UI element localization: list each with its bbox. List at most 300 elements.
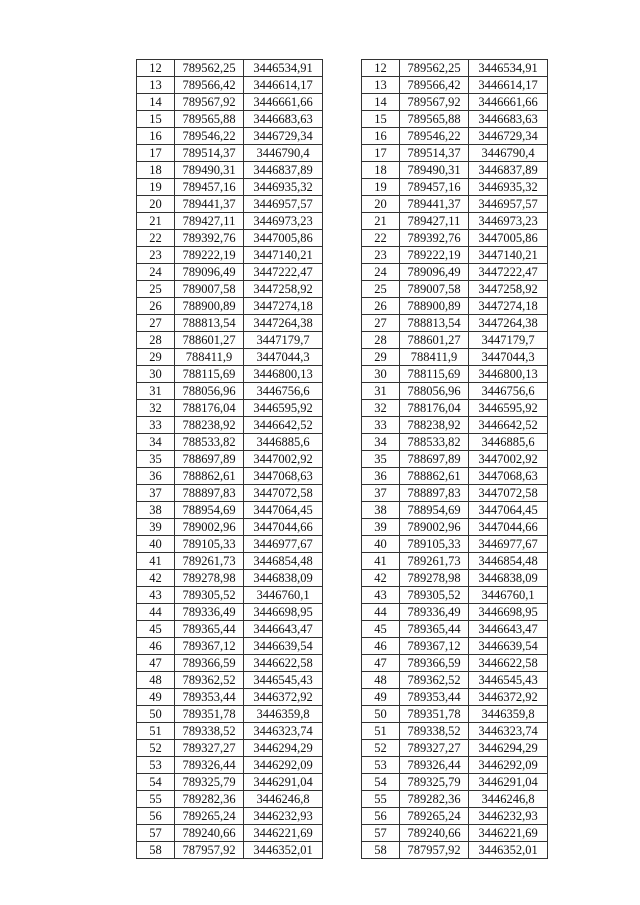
y-coordinate-cell: 3446534,91 <box>469 60 548 77</box>
y-coordinate-cell: 3446352,01 <box>244 842 323 859</box>
table-row <box>137 281 323 298</box>
x-coordinate-cell: 789338,52 <box>175 723 244 740</box>
x-coordinate-cell: 789351,78 <box>400 706 469 723</box>
x-coordinate-cell: 789240,66 <box>400 825 469 842</box>
point-number-cell: 53 <box>362 757 400 774</box>
x-coordinate-cell: 789366,59 <box>175 655 244 672</box>
y-coordinate-cell: 3446246,8 <box>244 791 323 808</box>
y-coordinate-cell: 3447179,7 <box>244 332 323 349</box>
table-row <box>137 808 323 825</box>
table-row <box>137 604 323 621</box>
y-coordinate-cell: 3446973,23 <box>469 213 548 230</box>
x-coordinate-cell: 788533,82 <box>175 434 244 451</box>
y-coordinate-cell: 3446935,32 <box>244 179 323 196</box>
point-number-cell: 13 <box>137 77 175 94</box>
y-coordinate-cell: 3446935,32 <box>469 179 548 196</box>
table-row <box>137 111 323 128</box>
y-coordinate-cell: 3447005,86 <box>469 230 548 247</box>
y-coordinate-cell: 3447258,92 <box>469 281 548 298</box>
x-coordinate-cell: 789336,49 <box>400 604 469 621</box>
x-coordinate-cell: 789457,16 <box>175 179 244 196</box>
coordinate-table-left <box>136 59 323 859</box>
table-row <box>137 519 323 536</box>
point-number-cell: 37 <box>137 485 175 502</box>
y-coordinate-cell: 3447064,45 <box>244 502 323 519</box>
y-coordinate-cell: 3446545,43 <box>469 672 548 689</box>
table-row <box>137 621 323 638</box>
x-coordinate-cell: 788115,69 <box>175 366 244 383</box>
y-coordinate-cell: 3446294,29 <box>244 740 323 757</box>
table-row <box>137 706 323 723</box>
y-coordinate-cell: 3447072,58 <box>469 485 548 502</box>
x-coordinate-cell: 789566,42 <box>400 77 469 94</box>
y-coordinate-cell: 3447068,63 <box>469 468 548 485</box>
point-number-cell: 35 <box>362 451 400 468</box>
point-number-cell: 34 <box>362 434 400 451</box>
x-coordinate-cell: 789490,31 <box>400 162 469 179</box>
x-coordinate-cell: 788238,92 <box>400 417 469 434</box>
point-number-cell: 19 <box>137 179 175 196</box>
y-coordinate-cell: 3446221,69 <box>469 825 548 842</box>
y-coordinate-cell: 3446372,92 <box>469 689 548 706</box>
table-row <box>137 774 323 791</box>
table-row <box>137 162 323 179</box>
y-coordinate-cell: 3447044,3 <box>244 349 323 366</box>
y-coordinate-cell: 3446614,17 <box>244 77 323 94</box>
y-coordinate-cell: 3446698,95 <box>244 604 323 621</box>
x-coordinate-cell: 789546,22 <box>400 128 469 145</box>
point-number-cell: 27 <box>362 315 400 332</box>
table-row <box>137 638 323 655</box>
x-coordinate-cell: 789105,33 <box>400 536 469 553</box>
point-number-cell: 24 <box>362 264 400 281</box>
table-row <box>137 315 323 332</box>
x-coordinate-cell: 789362,52 <box>175 672 244 689</box>
table-row <box>137 502 323 519</box>
table-row <box>137 94 323 111</box>
point-number-cell: 45 <box>362 621 400 638</box>
x-coordinate-cell: 789567,92 <box>400 94 469 111</box>
point-number-cell: 15 <box>362 111 400 128</box>
y-coordinate-cell: 3447044,66 <box>469 519 548 536</box>
table-row <box>362 808 548 825</box>
table-row <box>137 655 323 672</box>
y-coordinate-cell: 3446595,92 <box>469 400 548 417</box>
y-coordinate-cell: 3446639,54 <box>244 638 323 655</box>
y-coordinate-cell: 3447258,92 <box>244 281 323 298</box>
x-coordinate-cell: 789007,58 <box>175 281 244 298</box>
table-row <box>137 842 323 859</box>
x-coordinate-cell: 789365,44 <box>175 621 244 638</box>
x-coordinate-cell: 789105,33 <box>175 536 244 553</box>
table-row <box>362 638 548 655</box>
table-row <box>362 94 548 111</box>
table-row <box>362 349 548 366</box>
table-row <box>137 366 323 383</box>
table-row <box>137 349 323 366</box>
table-row <box>362 366 548 383</box>
x-coordinate-cell: 788176,04 <box>400 400 469 417</box>
x-coordinate-cell: 789392,76 <box>400 230 469 247</box>
point-number-cell: 34 <box>137 434 175 451</box>
table-row <box>137 672 323 689</box>
y-coordinate-cell: 3446973,23 <box>244 213 323 230</box>
y-coordinate-cell: 3446729,34 <box>469 128 548 145</box>
y-coordinate-cell: 3446643,47 <box>244 621 323 638</box>
point-number-cell: 56 <box>137 808 175 825</box>
y-coordinate-cell: 3446977,67 <box>244 536 323 553</box>
point-number-cell: 12 <box>362 60 400 77</box>
table-row <box>362 604 548 621</box>
y-coordinate-cell: 3446291,04 <box>244 774 323 791</box>
x-coordinate-cell: 789327,27 <box>400 740 469 757</box>
x-coordinate-cell: 788115,69 <box>400 366 469 383</box>
x-coordinate-cell: 788697,89 <box>175 451 244 468</box>
table-row <box>362 621 548 638</box>
y-coordinate-cell: 3446372,92 <box>244 689 323 706</box>
y-coordinate-cell: 3446790,4 <box>469 145 548 162</box>
x-coordinate-cell: 789261,73 <box>175 553 244 570</box>
table-row <box>362 672 548 689</box>
point-number-cell: 13 <box>362 77 400 94</box>
point-number-cell: 21 <box>362 213 400 230</box>
table-row <box>137 230 323 247</box>
y-coordinate-cell: 3446838,09 <box>244 570 323 587</box>
point-number-cell: 18 <box>137 162 175 179</box>
point-number-cell: 43 <box>137 587 175 604</box>
x-coordinate-cell: 788411,9 <box>400 349 469 366</box>
point-number-cell: 12 <box>137 60 175 77</box>
y-coordinate-cell: 3446957,57 <box>469 196 548 213</box>
y-coordinate-cell: 3446359,8 <box>244 706 323 723</box>
y-coordinate-cell: 3446246,8 <box>469 791 548 808</box>
x-coordinate-cell: 789441,37 <box>400 196 469 213</box>
point-number-cell: 15 <box>137 111 175 128</box>
table-row <box>362 298 548 315</box>
point-number-cell: 56 <box>362 808 400 825</box>
y-coordinate-cell: 3446683,63 <box>244 111 323 128</box>
table-row <box>362 247 548 264</box>
point-number-cell: 26 <box>137 298 175 315</box>
x-coordinate-cell: 789265,24 <box>175 808 244 825</box>
table-row <box>362 400 548 417</box>
y-coordinate-cell: 3447274,18 <box>469 298 548 315</box>
x-coordinate-cell: 789336,49 <box>175 604 244 621</box>
y-coordinate-cell: 3446837,89 <box>469 162 548 179</box>
table-row <box>137 570 323 587</box>
y-coordinate-cell: 3446359,8 <box>469 706 548 723</box>
y-coordinate-cell: 3446534,91 <box>244 60 323 77</box>
y-coordinate-cell: 3446292,09 <box>469 757 548 774</box>
point-number-cell: 43 <box>362 587 400 604</box>
point-number-cell: 45 <box>137 621 175 638</box>
x-coordinate-cell: 788954,69 <box>400 502 469 519</box>
table-row <box>137 179 323 196</box>
point-number-cell: 53 <box>137 757 175 774</box>
point-number-cell: 50 <box>137 706 175 723</box>
point-number-cell: 20 <box>362 196 400 213</box>
table-row <box>362 60 548 77</box>
y-coordinate-cell: 3446545,43 <box>244 672 323 689</box>
x-coordinate-cell: 789546,22 <box>175 128 244 145</box>
point-number-cell: 48 <box>362 672 400 689</box>
y-coordinate-cell: 3446639,54 <box>469 638 548 655</box>
x-coordinate-cell: 789514,37 <box>400 145 469 162</box>
y-coordinate-cell: 3446595,92 <box>244 400 323 417</box>
point-number-cell: 25 <box>362 281 400 298</box>
point-number-cell: 40 <box>137 536 175 553</box>
point-number-cell: 31 <box>362 383 400 400</box>
point-number-cell: 14 <box>137 94 175 111</box>
table-row <box>362 757 548 774</box>
table-row <box>362 791 548 808</box>
point-number-cell: 51 <box>137 723 175 740</box>
table-row <box>362 536 548 553</box>
y-coordinate-cell: 3446756,6 <box>469 383 548 400</box>
y-coordinate-cell: 3447064,45 <box>469 502 548 519</box>
table-row <box>362 264 548 281</box>
point-number-cell: 32 <box>137 400 175 417</box>
y-coordinate-cell: 3446294,29 <box>469 740 548 757</box>
y-coordinate-cell: 3446622,58 <box>244 655 323 672</box>
x-coordinate-cell: 789338,52 <box>400 723 469 740</box>
x-coordinate-cell: 789265,24 <box>400 808 469 825</box>
x-coordinate-cell: 789565,88 <box>400 111 469 128</box>
y-coordinate-cell: 3447179,7 <box>469 332 548 349</box>
x-coordinate-cell: 789362,52 <box>400 672 469 689</box>
x-coordinate-cell: 789007,58 <box>400 281 469 298</box>
point-number-cell: 41 <box>362 553 400 570</box>
point-number-cell: 38 <box>362 502 400 519</box>
coordinate-table-right <box>361 59 548 859</box>
table-row <box>362 162 548 179</box>
table-row <box>137 145 323 162</box>
table-row <box>137 247 323 264</box>
y-coordinate-cell: 3446622,58 <box>469 655 548 672</box>
y-coordinate-cell: 3446221,69 <box>244 825 323 842</box>
y-coordinate-cell: 3446729,34 <box>244 128 323 145</box>
table-row <box>137 757 323 774</box>
table-row <box>362 230 548 247</box>
point-number-cell: 51 <box>362 723 400 740</box>
table-row <box>362 434 548 451</box>
table-row <box>137 791 323 808</box>
table-row <box>137 553 323 570</box>
y-coordinate-cell: 3446977,67 <box>469 536 548 553</box>
y-coordinate-cell: 3446291,04 <box>469 774 548 791</box>
point-number-cell: 55 <box>362 791 400 808</box>
table-row <box>362 417 548 434</box>
table-row <box>137 213 323 230</box>
point-number-cell: 21 <box>137 213 175 230</box>
point-number-cell: 49 <box>137 689 175 706</box>
table-row <box>362 179 548 196</box>
x-coordinate-cell: 789566,42 <box>175 77 244 94</box>
x-coordinate-cell: 789261,73 <box>400 553 469 570</box>
x-coordinate-cell: 789392,76 <box>175 230 244 247</box>
point-number-cell: 14 <box>362 94 400 111</box>
point-number-cell: 54 <box>362 774 400 791</box>
y-coordinate-cell: 3446837,89 <box>244 162 323 179</box>
point-number-cell: 41 <box>137 553 175 570</box>
x-coordinate-cell: 788697,89 <box>400 451 469 468</box>
y-coordinate-cell: 3447044,3 <box>469 349 548 366</box>
table-row <box>362 315 548 332</box>
x-coordinate-cell: 789562,25 <box>175 60 244 77</box>
table-row <box>362 570 548 587</box>
point-number-cell: 23 <box>137 247 175 264</box>
table-row <box>362 145 548 162</box>
y-coordinate-cell: 3446232,93 <box>469 808 548 825</box>
point-number-cell: 47 <box>137 655 175 672</box>
table-row <box>362 825 548 842</box>
x-coordinate-cell: 788954,69 <box>175 502 244 519</box>
y-coordinate-cell: 3447002,92 <box>244 451 323 468</box>
table-row <box>362 77 548 94</box>
point-number-cell: 36 <box>362 468 400 485</box>
y-coordinate-cell: 3447140,21 <box>469 247 548 264</box>
x-coordinate-cell: 788897,83 <box>175 485 244 502</box>
x-coordinate-cell: 789278,98 <box>175 570 244 587</box>
point-number-cell: 46 <box>362 638 400 655</box>
table-row <box>137 128 323 145</box>
table-row <box>137 468 323 485</box>
y-coordinate-cell: 3446642,52 <box>469 417 548 434</box>
point-number-cell: 31 <box>137 383 175 400</box>
x-coordinate-cell: 789326,44 <box>400 757 469 774</box>
x-coordinate-cell: 788533,82 <box>400 434 469 451</box>
point-number-cell: 57 <box>137 825 175 842</box>
table-row <box>362 706 548 723</box>
table-row <box>137 264 323 281</box>
y-coordinate-cell: 3446760,1 <box>244 587 323 604</box>
point-number-cell: 30 <box>362 366 400 383</box>
x-coordinate-cell: 789367,12 <box>400 638 469 655</box>
y-coordinate-cell: 3447264,38 <box>244 315 323 332</box>
table-row <box>137 434 323 451</box>
x-coordinate-cell: 789514,37 <box>175 145 244 162</box>
point-number-cell: 37 <box>362 485 400 502</box>
x-coordinate-cell: 789367,12 <box>175 638 244 655</box>
point-number-cell: 44 <box>362 604 400 621</box>
y-coordinate-cell: 3446885,6 <box>244 434 323 451</box>
point-number-cell: 52 <box>137 740 175 757</box>
x-coordinate-cell: 788601,27 <box>175 332 244 349</box>
x-coordinate-cell: 788813,54 <box>400 315 469 332</box>
table-row <box>137 332 323 349</box>
x-coordinate-cell: 789096,49 <box>175 264 244 281</box>
point-number-cell: 32 <box>362 400 400 417</box>
y-coordinate-cell: 3446683,63 <box>469 111 548 128</box>
point-number-cell: 40 <box>362 536 400 553</box>
table-row <box>137 383 323 400</box>
x-coordinate-cell: 789457,16 <box>400 179 469 196</box>
point-number-cell: 50 <box>362 706 400 723</box>
table-row <box>137 298 323 315</box>
table-row <box>137 451 323 468</box>
table-row <box>362 553 548 570</box>
point-number-cell: 27 <box>137 315 175 332</box>
x-coordinate-cell: 789441,37 <box>175 196 244 213</box>
x-coordinate-cell: 789278,98 <box>400 570 469 587</box>
table-row <box>362 519 548 536</box>
x-coordinate-cell: 788601,27 <box>400 332 469 349</box>
table-row <box>362 774 548 791</box>
point-number-cell: 58 <box>137 842 175 859</box>
table-row <box>362 502 548 519</box>
point-number-cell: 42 <box>362 570 400 587</box>
table-row <box>362 128 548 145</box>
point-number-cell: 49 <box>362 689 400 706</box>
table-row <box>137 825 323 842</box>
point-number-cell: 24 <box>137 264 175 281</box>
y-coordinate-cell: 3447044,66 <box>244 519 323 536</box>
x-coordinate-cell: 789096,49 <box>400 264 469 281</box>
point-number-cell: 55 <box>137 791 175 808</box>
point-number-cell: 17 <box>137 145 175 162</box>
point-number-cell: 42 <box>137 570 175 587</box>
y-coordinate-cell: 3446800,13 <box>244 366 323 383</box>
y-coordinate-cell: 3446642,52 <box>244 417 323 434</box>
point-number-cell: 35 <box>137 451 175 468</box>
y-coordinate-cell: 3446698,95 <box>469 604 548 621</box>
table-row <box>362 111 548 128</box>
point-number-cell: 16 <box>137 128 175 145</box>
point-number-cell: 29 <box>137 349 175 366</box>
point-number-cell: 52 <box>362 740 400 757</box>
x-coordinate-cell: 789427,11 <box>175 213 244 230</box>
point-number-cell: 29 <box>362 349 400 366</box>
y-coordinate-cell: 3446614,17 <box>469 77 548 94</box>
table-row <box>362 468 548 485</box>
table-row <box>362 723 548 740</box>
table-row <box>362 689 548 706</box>
y-coordinate-cell: 3446323,74 <box>244 723 323 740</box>
point-number-cell: 22 <box>137 230 175 247</box>
point-number-cell: 38 <box>137 502 175 519</box>
table-row <box>137 740 323 757</box>
table-row <box>137 196 323 213</box>
point-number-cell: 57 <box>362 825 400 842</box>
y-coordinate-cell: 3447274,18 <box>244 298 323 315</box>
x-coordinate-cell: 789305,52 <box>400 587 469 604</box>
table-row <box>137 485 323 502</box>
point-number-cell: 28 <box>362 332 400 349</box>
x-coordinate-cell: 789562,25 <box>400 60 469 77</box>
point-number-cell: 16 <box>362 128 400 145</box>
point-number-cell: 33 <box>137 417 175 434</box>
table-row <box>362 332 548 349</box>
table-row <box>362 281 548 298</box>
x-coordinate-cell: 789002,96 <box>400 519 469 536</box>
point-number-cell: 26 <box>362 298 400 315</box>
y-coordinate-cell: 3446800,13 <box>469 366 548 383</box>
y-coordinate-cell: 3446661,66 <box>469 94 548 111</box>
point-number-cell: 46 <box>137 638 175 655</box>
x-coordinate-cell: 788056,96 <box>175 383 244 400</box>
x-coordinate-cell: 789427,11 <box>400 213 469 230</box>
x-coordinate-cell: 789490,31 <box>175 162 244 179</box>
y-coordinate-cell: 3446790,4 <box>244 145 323 162</box>
x-coordinate-cell: 789351,78 <box>175 706 244 723</box>
x-coordinate-cell: 789325,79 <box>400 774 469 791</box>
y-coordinate-cell: 3446885,6 <box>469 434 548 451</box>
x-coordinate-cell: 788897,83 <box>400 485 469 502</box>
x-coordinate-cell: 789222,19 <box>400 247 469 264</box>
table-row <box>137 689 323 706</box>
y-coordinate-cell: 3447068,63 <box>244 468 323 485</box>
table-row <box>362 842 548 859</box>
